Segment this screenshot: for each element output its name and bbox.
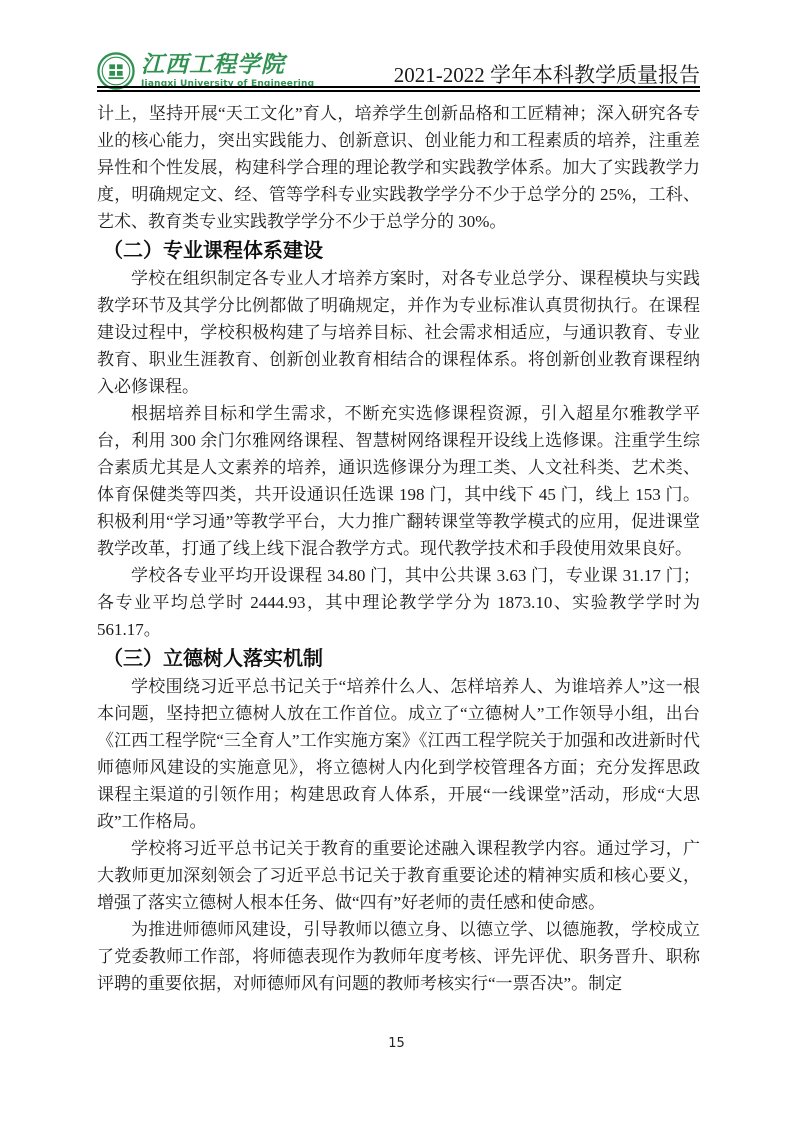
paragraph: 学校在组织制定各专业人才培养方案时，对各专业总学分、课程模块与实践教学环节及其学分比例都做了明确规定，并作为专业标准认真贯彻执行。在课程建设过程中，学校积极构建了与培养目标、社会需求相适应，与通识教育、专业教育、职业生涯教育、创新创业教育相结合的课程体系。将创新创业教育课程纳入必修课程。	[97, 269, 700, 396]
paragraph: 学校各专业平均开设课程 34.80 门，其中公共课 3.63 门，专业课 31.17 门；各专业平均总学时 2444.93，其中理论教学学分为 1873.10、实验教学学时为 561.17。	[97, 566, 700, 639]
paragraph: 学校围绕习近平总书记关于“培养什么人、怎样培养人、为谁培养人”这一根本问题，坚持把立德树人放在工作首位。成立了“立德树人”工作领导小组，出台《江西工程学院“三全育人”工作实施方案》《江西工程学院关于加强和改进新时代师德师风建设的实施意见》，将立德树人内化到学校管理各方面；充分发挥思政课程主渠道的引领作用；构建思政育人体系，开展“一线课堂”活动，形成“大思政”工作格局。	[97, 677, 700, 831]
university-name-en: Jiangxi University of Engineering	[141, 78, 315, 89]
section-heading-3: （三）立德树人落实机制	[103, 646, 323, 670]
paragraph: 学校将习近平总书记关于教育的重要论述融入课程教学内容。通过学习，广大教师更加深刻领会了习近平总书记关于教育重要论述的精神实质和核心要义，增强了落实立德树人根本任务、做“四有”好老师的责任感和使命感。	[97, 839, 700, 912]
page-number: 15	[388, 1036, 405, 1051]
university-logo	[97, 52, 314, 90]
university-name-zh: 江西工程学院	[141, 51, 285, 78]
paragraph-continuation: 计上，坚持开展“天工文化”育人，培养学生创新品格和工匠精神；深入研究各专业的核心能力，突出实践能力、创新意识、创业能力和工程素质的培养，注重差异性和个性发展，构建科学合理的理论教学和实践教学体系。加大了实践教学力度，明确规定文、经、管等学科专业实践教学学分不少于总学分的 25%，工科、艺术、教育类专业实践教学学分不少于总学分的 30%。	[97, 104, 700, 231]
document-body	[97, 100, 700, 997]
paragraph: 根据培养目标和学生需求，不断充实选修课程资源，引入超星尔雅教学平台，利用 300 余门尔雅网络课程、智慧树网络课程开设线上选修课。注重学生综合素质尤其是人文素养的培养，通识选修课分为理工类、人文社科类、艺术类、体育保健类等四类，共开设通识任选课 198 门，其中线下 45 门，线上 153 门。积极利用“学习通”等教学平台，大力推广翻转课堂等教学模式的应用，促进课堂教学改革，打通了线上线下混合教学方式。现代教学技术和手段使用效果良好。	[97, 404, 700, 558]
section-heading-2: （二）专业课程体系建设	[103, 238, 323, 262]
report-title: 2021-2022 学年本科教学质量报告	[393, 63, 700, 87]
page-footer	[0, 1036, 793, 1051]
university-logo-text	[141, 51, 315, 89]
header-divider	[97, 86, 700, 92]
page-header	[97, 44, 700, 90]
university-seal-icon	[97, 52, 135, 90]
paragraph: 为推进师德师风建设，引导教师以德立身、以德立学、以德施教，学校成立了党委教师工作部，将师德表现作为教师年度考核、评先评优、职务晋升、职称评聘的重要依据，对师德师风有问题的教师考核实行“一票否决”。制定	[97, 920, 700, 993]
